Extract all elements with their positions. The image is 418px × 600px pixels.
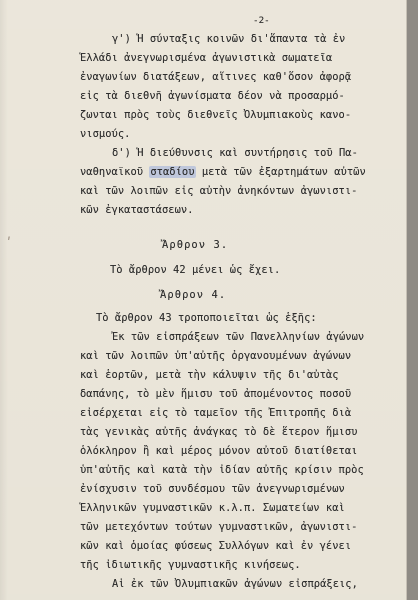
- article-42-line: Τὸ ἄρθρον 42 μένει ὡς ἔχει.: [110, 264, 281, 276]
- text-line-28: Αἱ ἐκ τῶν Ὀλυμπιακῶν ἀγώνων εἰσπράξεις,: [112, 578, 358, 590]
- text-line-14: Τὸ ἄρθρον 43 τροποποιεῖται ὡς ἑξῆς:: [96, 312, 317, 324]
- text-line-8: [80, 166, 366, 178]
- text-line-8-part-1: ναθηναϊκοῦ: [80, 166, 150, 178]
- text-line-22: ὑπ'αὐτῆς καὶ κατὰ τὴν ἰδίαν αὐτῆς κρίσιν πρὸς: [80, 464, 364, 476]
- article-3-heading: Ἄρθρον 3.: [162, 239, 229, 251]
- article-4-heading: Ἄρθρον 4.: [160, 289, 227, 301]
- text-line-2: Ἑλλάδι ἀνεγνωρισμένα ἀγωνιστικὰ σωματεῖα: [80, 52, 333, 64]
- page-number: -2-: [253, 15, 270, 26]
- text-line-24: Ἑλληνικῶν γυμναστικῶν κ.λ.π. Σωματείων καὶ: [80, 502, 345, 514]
- text-line-19: εἰσέρχεται εἰς τὸ ταμεῖον τῆς Ἐπιτροπῆς διὰ: [80, 407, 352, 419]
- text-line-9: καὶ τῶν λοιπῶν εἰς αὐτὴν ἀνηκόντων ἀγωνιστι-: [80, 185, 358, 197]
- text-line-16: καὶ τῶν λοιπῶν ὑπ'αὐτῆς ὀργανουμένων ἀγώνων: [80, 350, 352, 362]
- text-line-6: νισμούς.: [80, 128, 131, 140]
- text-line-7: δ') Ἡ διεύθυνσις καὶ συντήρησις τοῦ Πα-: [112, 147, 358, 159]
- text-line-17: καὶ ἑορτῶν, μετὰ τὴν κάλυψιν τῆς δι'αὐτὰς: [80, 369, 339, 381]
- text-line-4: εἰς τὰ διεθνῆ ἀγωνίσματα δέον νὰ προσαρμό-: [80, 90, 345, 102]
- text-line-18: δαπάνης, τὸ μὲν ἥμισυ τοῦ ἀπομένοντος ποσοῦ: [80, 388, 352, 400]
- text-line-26: κῶν καὶ ὁμοίας φύσεως Συλλόγων καὶ ἐν γένει: [80, 540, 352, 552]
- text-line-25: τῶν μετεχόντων τούτων γυμναστικῶν, ἀγωνιστι-: [80, 521, 358, 533]
- text-line-5: ζωνται πρὸς τοὺς διεθνεῖς Ὀλυμπιακοὺς κανο-: [80, 109, 352, 121]
- left-margin-mark: ʹ: [7, 236, 11, 252]
- text-line-15: Ἐκ τῶν εἰσπράξεων τῶν Πανελληνίων ἀγώνων: [112, 331, 365, 343]
- text-line-23: ἐνίσχυσιν τοῦ συνδέσμου τῶν ἀνεγνωρισμένων: [80, 483, 345, 495]
- text-line-20: τὰς γενικὰς αὐτῆς ἀνάγκας τὸ δὲ ἕτερον ἥμισυ: [80, 426, 358, 438]
- text-line-10: κῶν ἐγκαταστάσεων.: [80, 204, 194, 216]
- text-line-27: τῆς ἰδιωτικῆς γυμναστικῆς κινήσεως.: [80, 559, 301, 571]
- scan-edge: [406, 0, 418, 600]
- text-line-8-part-2: μετὰ τῶν ἐξαρτημάτων αὐτῶν: [195, 166, 366, 178]
- text-line-1: γ') Ἡ σύνταξις κοινῶν δι'ἅπαντα τὰ ἐν: [112, 33, 346, 45]
- text-line-3: ἐναγωνίων διατάξεων, αἵτινες καθ'ὅσον ἀφορᾷ: [80, 71, 352, 83]
- highlighted-word: σταδίου: [150, 166, 195, 178]
- text-line-21: ὁλόκληρον ἢ καὶ μέρος μόνον αὐτοῦ διατίθεται: [80, 445, 358, 457]
